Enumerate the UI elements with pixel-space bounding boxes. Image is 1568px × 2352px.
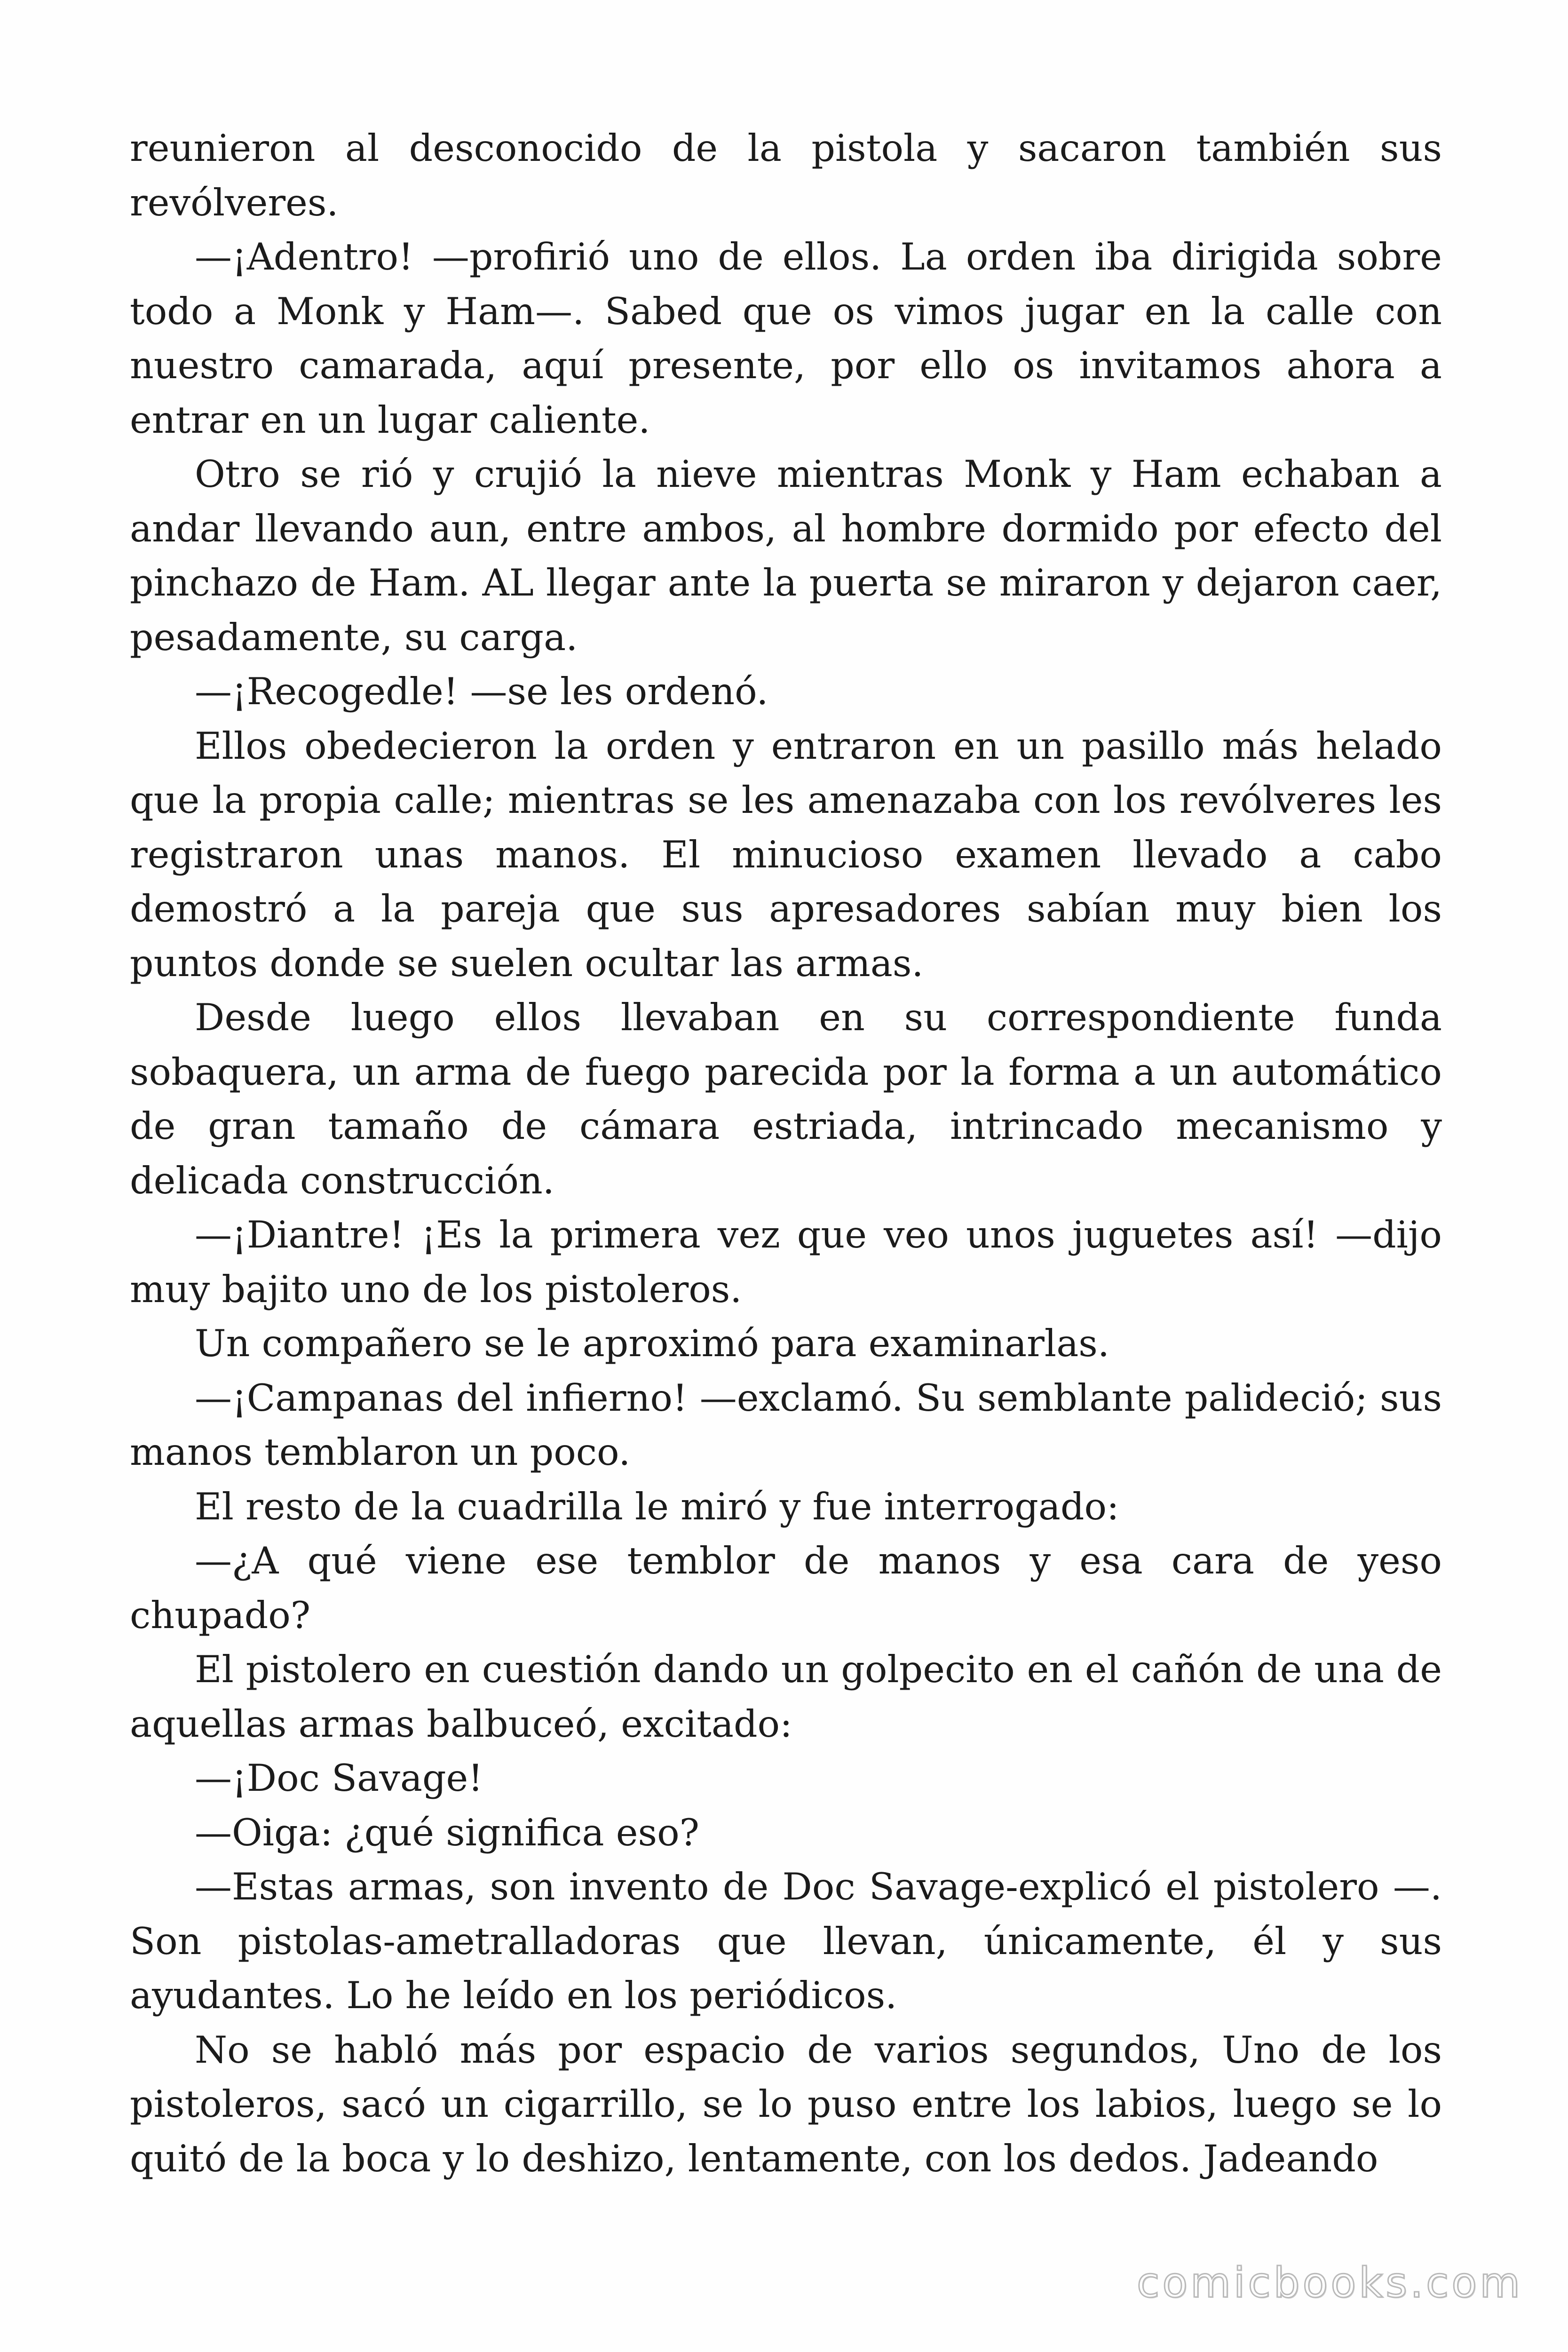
paragraph: reunieron al desconocido de la pistola y sacaron también sus revólveres. — [130, 127, 1442, 224]
paragraph: —¡Adentro! —profirió uno de ellos. La orden iba dirigida sobre todo a Monk y Ham—. Sabed que os vimos jugar en la calle con nuestro camarada, aquí presente, por ello os invitamos ahora a entrar en un lugar caliente. — [130, 235, 1442, 442]
paragraph: Ellos obedecieron la orden y entraron en un pasillo más helado que la propia calle; mientras se les amenazaba con los revólveres les registraron unas manos. El minucioso examen llevado a cabo demostró a la pareja que sus apresadores sabían muy bien los puntos donde se suelen ocultar las armas. — [130, 724, 1442, 985]
body-text — [130, 121, 1442, 2186]
paragraph: —Estas armas, son invento de Doc Savage-explicó el pistolero —. Son pistolas-ametralladoras que llevan, únicamente, él y sus ayudantes. Lo he leído en los periódicos. — [130, 1865, 1442, 2017]
paragraph: Desde luego ellos llevaban en su correspondiente funda sobaquera, un arma de fuego parecida por la forma a un automático de gran tamaño de cámara estriada, intrincado mecanismo y delicada construcción. — [130, 996, 1442, 1202]
paragraph: Un compañero se le aproximó para examinarlas. — [195, 1322, 1109, 1365]
paragraph: —¿A qué viene ese temblor de manos y esa cara de yeso chupado? — [130, 1539, 1442, 1637]
paragraph: —¡Recogedle! —se les ordenó. — [195, 670, 768, 713]
watermark: comicbooks.com — [1136, 2258, 1523, 2307]
paragraph: No se habló más por espacio de varios segundos, Uno de los pistoleros, sacó un cigarrillo, se lo puso entre los labios, luego se lo quitó de la boca y lo deshizo, lentamente, con los dedos. Jadeando — [130, 2028, 1442, 2180]
paragraph: El pistolero en cuestión dando un golpecito en el cañón de una de aquellas armas balbuceó, excitado: — [130, 1648, 1442, 1746]
paragraph: —¡Diantre! ¡Es la primera vez que veo unos juguetes así! —dijo muy bajito uno de los pistoleros. — [130, 1213, 1442, 1311]
paragraph: —¡Doc Savage! — [195, 1756, 483, 1800]
paragraph: Otro se rió y crujió la nieve mientras Monk y Ham echaban a andar llevando aun, entre ambos, al hombre dormido por efecto del pinchazo de Ham. AL llegar ante la puerta se miraron y dejaron caer, pesadamente, su carga. — [130, 453, 1442, 659]
paragraph: El resto de la cuadrilla le miró y fue interrogado: — [195, 1485, 1119, 1528]
paragraph: —Oiga: ¿qué significa eso? — [195, 1811, 699, 1854]
paragraph: —¡Campanas del infierno! —exclamó. Su semblante palideció; sus manos temblaron un poco. — [130, 1376, 1442, 1474]
